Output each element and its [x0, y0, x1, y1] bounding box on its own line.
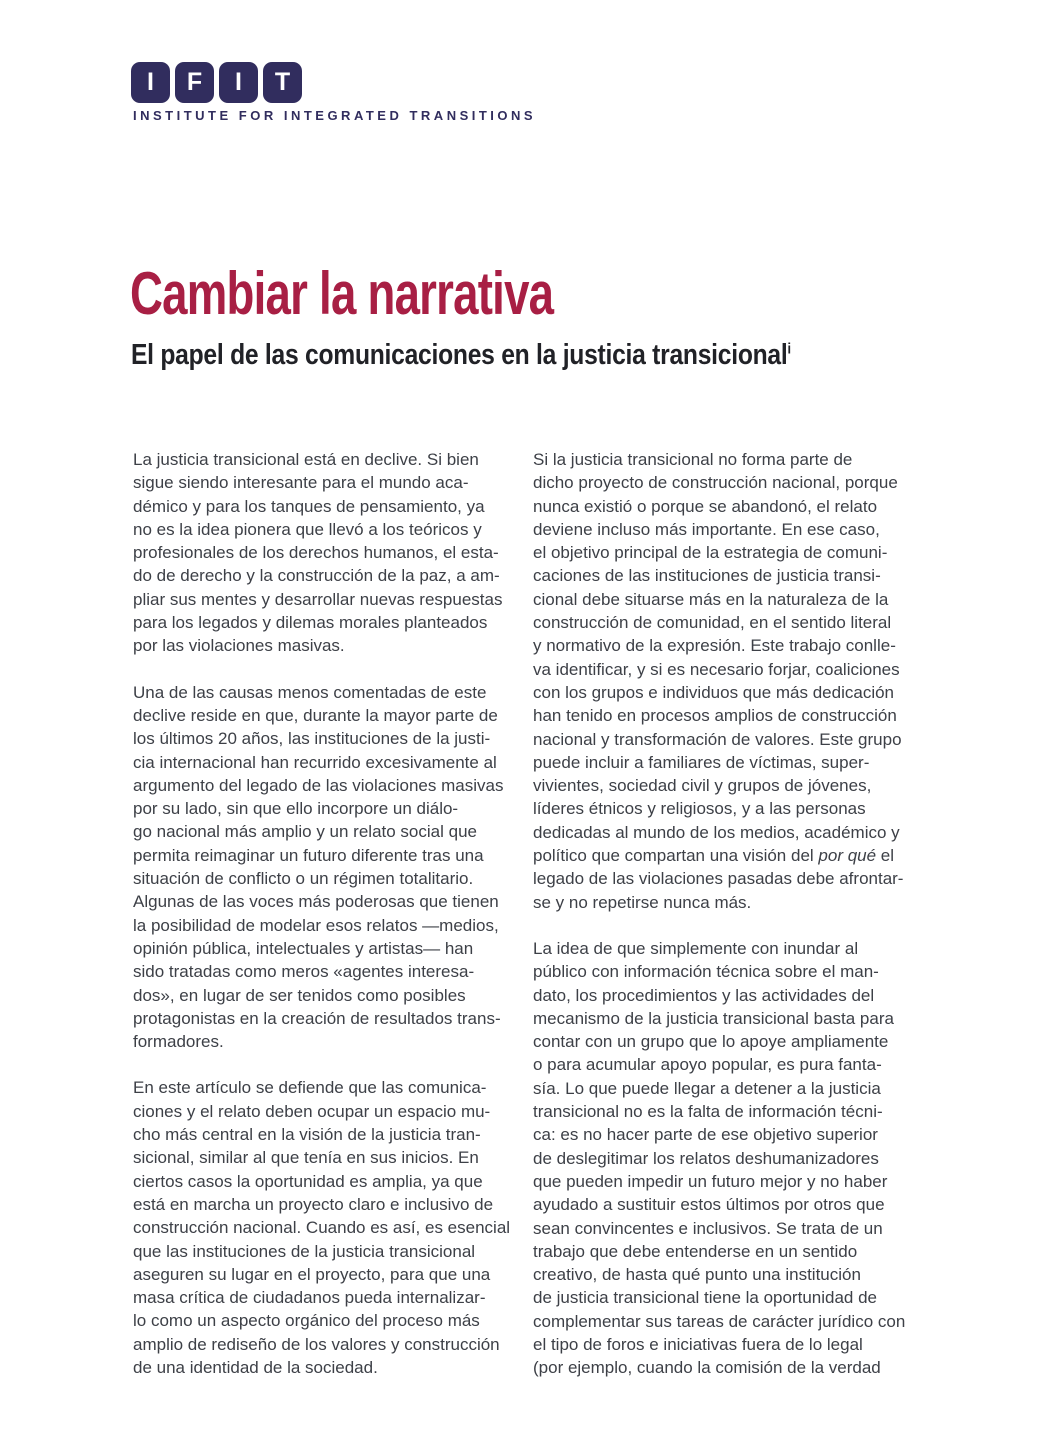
logo-letter: I [147, 68, 154, 96]
text-line: opinión pública, intelectuales y artistas— han [133, 938, 474, 958]
text-line: que pueden impedir un futuro mejor y no haber [533, 1171, 888, 1191]
text-line: legado de las violaciones pasadas debe afrontar- [533, 869, 904, 889]
paragraph [133, 681, 518, 1054]
text-line: se y no repetirse nunca más. [533, 892, 752, 912]
text-line: creativo, de hasta qué punto una institución [533, 1265, 861, 1285]
logo-tile [219, 62, 258, 103]
logo-letter: F [186, 68, 203, 96]
text-line: público con información técnica sobre el man- [533, 962, 879, 982]
column-right [533, 448, 918, 1403]
text-line: situación de conflicto o un régimen totalitario. [133, 869, 474, 889]
text-line: do de derecho y la construcción de la paz, a am- [133, 566, 500, 586]
text-line: trabajo que debe entenderse en un sentido [533, 1241, 858, 1261]
text-line: construcción de comunidad, en el sentido literal [533, 613, 892, 633]
logo-tile [263, 62, 302, 103]
text-line: pliar sus mentes y desarrollar nuevas respuestas [133, 589, 503, 609]
text-line: En este artículo se defiende que las comunica- [133, 1078, 487, 1098]
document-subtitle-text: El papel de las comunicaciones en la justicia transicional [131, 339, 788, 371]
text-line: transicional no es la falta de información técni- [533, 1102, 883, 1122]
text-line: que las instituciones de la justicia transicional [133, 1241, 476, 1261]
text-line: de una identidad de la sociedad. [133, 1357, 378, 1377]
text-line: ciertos casos la oportunidad es amplia, ya que [133, 1171, 483, 1191]
text-line: dato, los procedimientos y las actividades del [533, 985, 875, 1005]
text-line: declive reside en que, durante la mayor parte de [133, 705, 498, 725]
text-line: político que compartan una visión del por qué el [533, 846, 895, 866]
logo-letter: I [235, 68, 242, 96]
text-line: cho más central en la visión de la justicia tran- [133, 1125, 481, 1145]
text-line: permita reimaginar un futuro diferente tras una [133, 845, 484, 865]
text-line: nacional y transformación de valores. Este grupo [533, 729, 902, 749]
text-line: ciones y el relato deben ocupar un espacio mu- [133, 1101, 491, 1121]
text-line: va identificar, y si es necesario forjar, coaliciones [533, 659, 900, 679]
text-line: está en marcha un proyecto claro e inclusivo de [133, 1194, 494, 1214]
text-line: sido tratadas como meros «agentes interesa- [133, 962, 475, 982]
text-line: lo como un aspecto orgánico del proceso más [133, 1311, 480, 1331]
text-line: los últimos 20 años, las instituciones de la justi- [133, 729, 491, 749]
text-line: sicional, similar al que tenía en sus inicios. En [133, 1148, 479, 1168]
text-line: caciones de las instituciones de justicia transi- [533, 566, 881, 586]
text-line: complementar sus tareas de carácter jurídico con [533, 1311, 906, 1331]
text-line: nunca existió o porque se abandonó, el relato [533, 496, 878, 516]
text-line: con los grupos e individuos que más dedicación [533, 682, 895, 702]
text-line: por su lado, sin que ello incorpore un diálo- [133, 799, 459, 819]
text-line: dedicadas al mundo de los medios, académico y [533, 822, 900, 842]
text-line: démico y para los tanques de pensamiento, ya [133, 496, 485, 516]
logo-letter: T [274, 68, 291, 96]
text-line: cia internacional han recurrido excesivamente al [133, 752, 497, 772]
text-line: protagonistas en la creación de resultados trans- [133, 1008, 501, 1028]
text-line: de deslegitimar los relatos deshumanizadores [533, 1148, 879, 1168]
logo-tagline: INSTITUTE FOR INTEGRATED TRANSITIONS [133, 108, 537, 123]
text-line: cional debe situarse más en la naturaleza de la [533, 589, 889, 609]
text-line: aseguren su lugar en el proyecto, para que una [133, 1264, 491, 1284]
text-line: líderes étnicos y religiosos, y a las personas [533, 799, 866, 819]
text-line: la posibilidad de modelar esos relatos —medios, [133, 915, 499, 935]
text-line: sean convincentes e inclusivos. Se trata de un [533, 1218, 883, 1238]
text-line: por las violaciones masivas. [133, 636, 345, 656]
text-line: sía. Lo que puede llegar a detener a la justicia [533, 1078, 881, 1098]
paragraph [133, 1076, 518, 1379]
text-line: construcción nacional. Cuando es así, es esencial [133, 1218, 511, 1238]
text-line: formadores. [133, 1032, 224, 1052]
text-line: contar con un grupo que lo apoye ampliamente [533, 1032, 889, 1052]
text-line: masa crítica de ciudadanos pueda internalizar- [133, 1288, 486, 1308]
text-line: o para acumular apoyo popular, es pura fanta- [533, 1055, 882, 1075]
text-line: el tipo de foros e iniciativas fuera de lo legal [533, 1334, 863, 1354]
text-line: profesionales de los derechos humanos, el esta- [133, 543, 499, 563]
text-line: Una de las causas menos comentadas de este [133, 682, 487, 702]
text-line: el objetivo principal de la estrategia de comuni- [533, 543, 888, 563]
text-line: dicho proyecto de construcción nacional, porque [533, 473, 898, 493]
paragraph [533, 937, 918, 1380]
text-line: ayudado a sustituir estos últimos por otros que [533, 1195, 885, 1215]
ifit-logo [131, 62, 302, 103]
text-line: argumento del legado de las violaciones masivas [133, 775, 504, 795]
paragraph [533, 448, 918, 914]
text-line: (por ejemplo, cuando la comisión de la verdad [533, 1358, 881, 1378]
text-line: La justicia transicional está en declive. Si bien [133, 450, 479, 469]
logo-tile [131, 62, 170, 103]
text-line: sigue siendo interesante para el mundo aca- [133, 473, 469, 493]
column-left [133, 448, 518, 1402]
text-line: ca: es no hacer parte de ese objetivo superior [533, 1125, 878, 1145]
text-line: no es la idea pionera que llevó a los teóricos y [133, 519, 482, 539]
footnote-marker: i [787, 340, 791, 358]
text-line: Si la justicia transicional no forma parte de [533, 450, 853, 469]
text-line: han tenido en procesos amplios de construcción [533, 706, 897, 726]
text-line: vivientes, sociedad civil y grupos de jóvenes, [533, 776, 872, 796]
text-line: amplio de rediseño de los valores y construcción [133, 1334, 500, 1354]
logo-tile [175, 62, 214, 103]
document-subtitle [131, 340, 791, 372]
paragraph [133, 448, 518, 658]
text-line: mecanismo de la justicia transicional basta para [533, 1008, 894, 1028]
text-line: La idea de que simplemente con inundar al [533, 938, 859, 958]
text-line: dos», en lugar de ser tenidos como posibles [133, 985, 466, 1005]
text-line: y normativo de la expresión. Este trabajo conlle- [533, 636, 896, 656]
text-line: para los legados y dilemas morales planteados [133, 613, 488, 633]
document-title: Cambiar la narrativa [130, 260, 554, 327]
text-line: Algunas de las voces más poderosas que tienen [133, 892, 499, 912]
text-line: deviene incluso más importante. En ese caso, [533, 519, 880, 539]
text-line: go nacional más amplio y un relato social que [133, 822, 477, 842]
text-line: de justicia transicional tiene la oportunidad de [533, 1288, 878, 1308]
text-line: puede incluir a familiares de víctimas, super- [533, 752, 870, 772]
